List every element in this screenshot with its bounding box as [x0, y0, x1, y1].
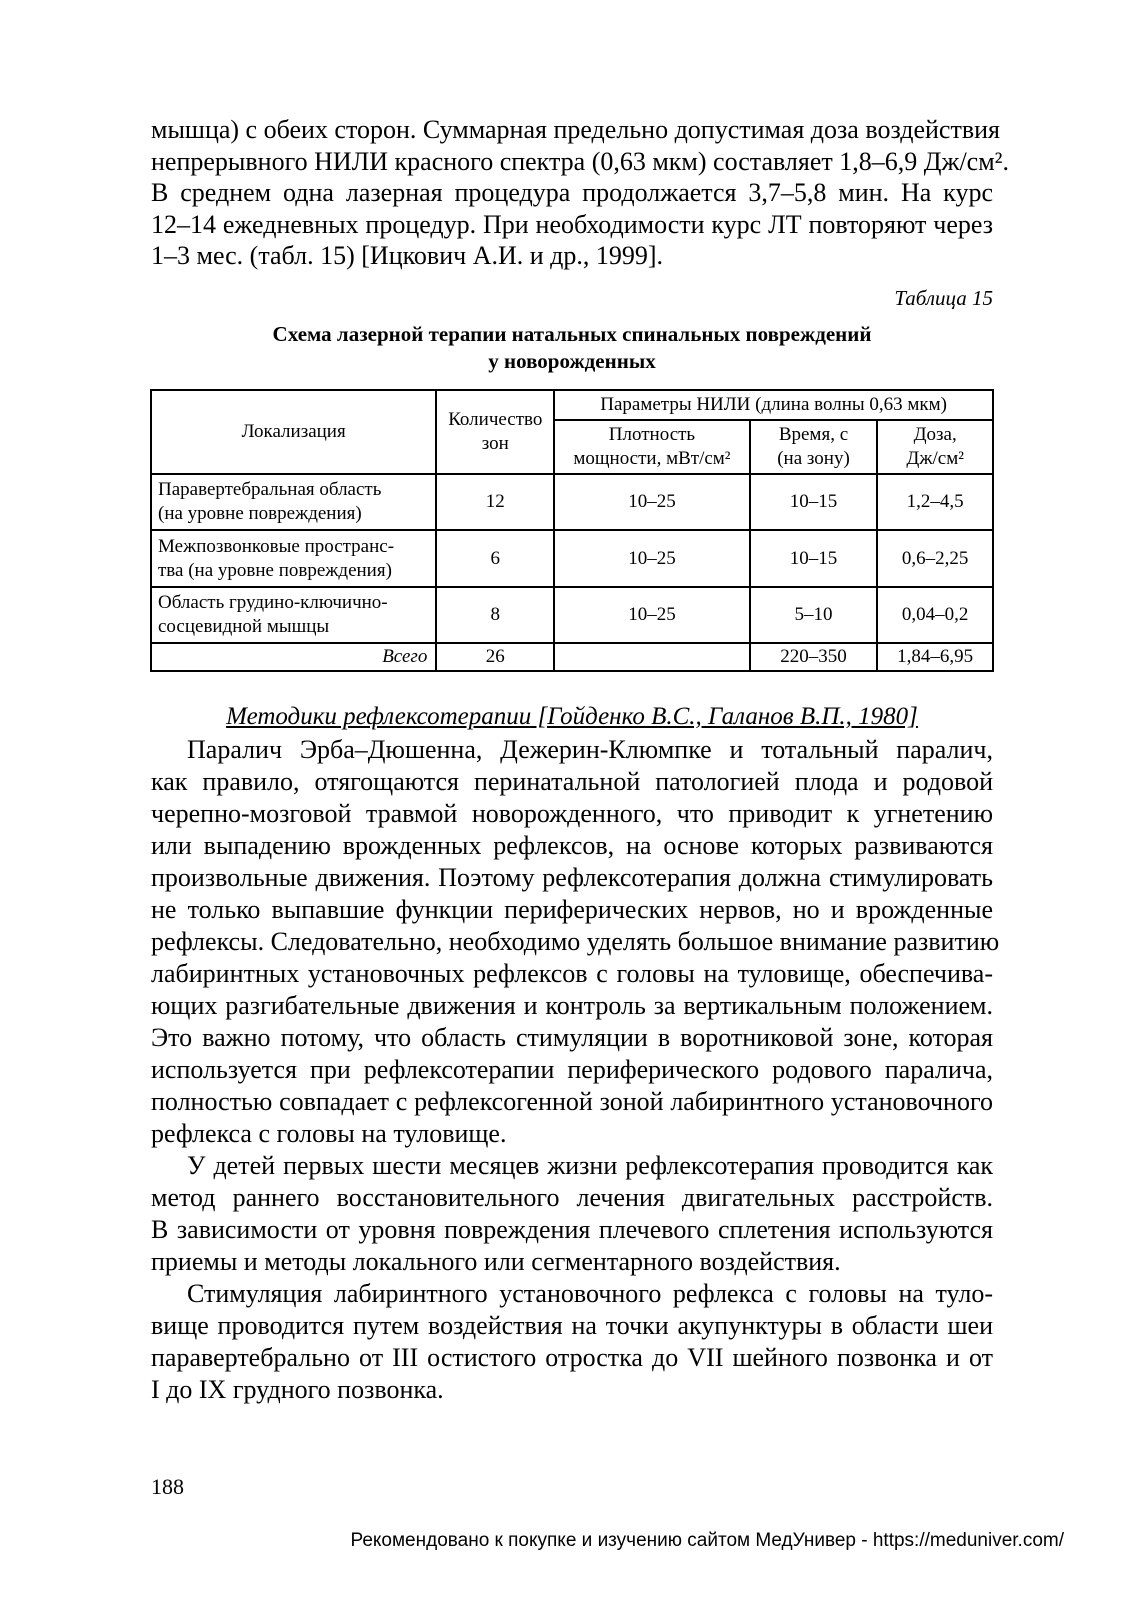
- page-number: 188: [151, 1474, 184, 1499]
- header-dose-line: Дж/см²: [906, 448, 964, 469]
- cell-localization: [151, 530, 436, 587]
- total-density: [554, 643, 749, 671]
- cell-localization-line: тва (на уровне повреждения): [158, 559, 392, 581]
- cell-localization-line: (на уровне повреждения): [158, 503, 362, 524]
- header-time: [750, 420, 878, 474]
- body-line: или выпадению врожденных рефлексов, на основе которых развиваются: [151, 831, 993, 860]
- cell-density: 10–25: [554, 587, 749, 643]
- cell-time: 5–10: [750, 587, 878, 643]
- body-line: В зависимости от уровня повреждения плечевого сплетения используются: [151, 1215, 993, 1244]
- body-line: Это важно потому, что область стимуляции в воротниковой зоне, которая: [151, 1023, 993, 1052]
- header-params: Параметры НИЛИ (длина волны 0,63 мкм): [554, 390, 993, 420]
- table-row: [151, 530, 993, 587]
- header-localization: Локализация: [151, 390, 436, 474]
- body-line: полностью совпадает с рефлексогенной зоной лабиринтного установочного: [151, 1087, 993, 1116]
- cell-localization-line: Область грудино-ключично-: [158, 592, 388, 613]
- header-zones: [436, 390, 554, 474]
- header-time-line: Время, с: [778, 424, 849, 445]
- total-label: Всего: [151, 643, 436, 671]
- body-line: вище проводится путем воздействия на точки акупунктуры в области шеи: [151, 1311, 993, 1340]
- table-title-line: Схема лазерной терапии натальных спинальных повреждений: [272, 322, 872, 346]
- body-line: Паралич Эрба–Дюшенна, Дежерин-Клюмпке и тотальный паралич,: [187, 735, 993, 764]
- header-dose-line: Доза,: [913, 424, 957, 445]
- cell-density: 10–25: [554, 530, 749, 587]
- header-density-line: Плотность: [608, 424, 696, 445]
- cell-dose: 0,6–2,25: [877, 530, 993, 587]
- intro-line: непрерывного НИЛИ красного спектра (0,63 мкм) составляет 1,8–6,9 Дж/см².: [151, 146, 1009, 176]
- body-line: У детей первых шести месяцев жизни рефлексотерапия проводится как: [187, 1151, 993, 1180]
- cell-localization-line: сосцевидной мышцы: [158, 616, 330, 637]
- table-number: Таблица 15: [894, 286, 993, 310]
- intro-line: 1–3 мес. (табл. 15) [Ицкович А.И. и др., 1999].: [151, 241, 664, 271]
- intro-line: В среднем одна лазерная процедура продолжается 3,7–5,8 мин. На курс: [151, 178, 993, 208]
- table-title: [151, 321, 993, 375]
- section-title: Методики рефлексотерапии [Гойденко В.С., Галанов В.П., 1980]: [226, 703, 918, 730]
- cell-time: 10–15: [750, 530, 878, 587]
- cell-zones: 12: [436, 474, 554, 530]
- table-total-row: [151, 643, 993, 671]
- cell-localization: [151, 587, 436, 643]
- laser-therapy-table: [150, 389, 994, 672]
- intro-line: 12–14 ежедневных процедур. При необходимости курс ЛТ повторяют через: [151, 209, 993, 239]
- body-line: Стимуляция лабиринтного установочного рефлекса с головы на туло-: [187, 1279, 993, 1308]
- body-text: [151, 734, 1000, 1406]
- body-line: используется при рефлексотерапии периферического родового паралича,: [151, 1055, 993, 1084]
- header-zones-line: Количество: [448, 409, 543, 430]
- body-line: приемы и методы локального или сегментарного воздействия.: [151, 1247, 841, 1276]
- body-line: метод раннего восстановительного лечения двигательных расстройств.: [151, 1183, 993, 1212]
- body-line: ющих разгибательные движения и контроль за вертикальным положением.: [151, 991, 993, 1020]
- cell-localization-line: Межпозвонковые пространс-: [158, 535, 395, 557]
- body-line: черепно-мозговой травмой новорожденного, что приводит к угнетению: [151, 799, 993, 828]
- cell-dose: 0,04–0,2: [877, 587, 993, 643]
- body-line: как правило, отягощаются перинатальной патологией плода и родовой: [151, 767, 993, 796]
- total-time: 220–350: [750, 643, 878, 671]
- cell-zones: 8: [436, 587, 554, 643]
- header-dose: [877, 420, 993, 474]
- cell-density: 10–25: [554, 474, 749, 530]
- intro-line: мышца) с обеих сторон. Суммарная предельно допустимая доза воздействия: [151, 115, 1000, 144]
- cell-dose: 1,2–4,5: [877, 474, 993, 530]
- body-line: произвольные движения. Поэтому рефлексотерапия должна стимулировать: [151, 863, 993, 892]
- header-zones-line: зон: [481, 433, 509, 454]
- cell-time: 10–15: [750, 474, 878, 530]
- body-line: паравертебрально от III остистого отростка до VII шейного позвонка и от: [151, 1343, 993, 1372]
- table-row: [151, 474, 993, 530]
- total-zones: 26: [436, 643, 554, 671]
- intro-paragraph: [151, 114, 1009, 272]
- header-density-line: мощности, мВт/см²: [573, 448, 731, 469]
- body-line: рефлексы. Следовательно, необходимо уделять большое внимание развитию: [151, 927, 1000, 956]
- header-time-line: (на зону): [777, 448, 850, 469]
- footer-note: Рекомендовано к покупке и изучению сайтом МедУнивер - https://meduniver.com/: [350, 1530, 1064, 1551]
- cell-localization-line: Паравертебральная область: [158, 479, 382, 500]
- header-density: [554, 420, 749, 474]
- body-line: рефлекса с головы на туловище.: [151, 1119, 507, 1148]
- table-row: [151, 587, 993, 643]
- cell-zones: 6: [436, 530, 554, 587]
- body-line: лабиринтных установочных рефлексов с головы на туловище, обеспечива-: [151, 959, 993, 988]
- body-line: не только выпавшие функции периферических нервов, но и врожденные: [151, 895, 993, 924]
- total-dose: 1,84–6,95: [877, 643, 993, 671]
- table-title-line: у новорожденных: [488, 349, 656, 373]
- body-line: I до IX грудного позвонка.: [151, 1375, 444, 1404]
- cell-localization: [151, 474, 436, 530]
